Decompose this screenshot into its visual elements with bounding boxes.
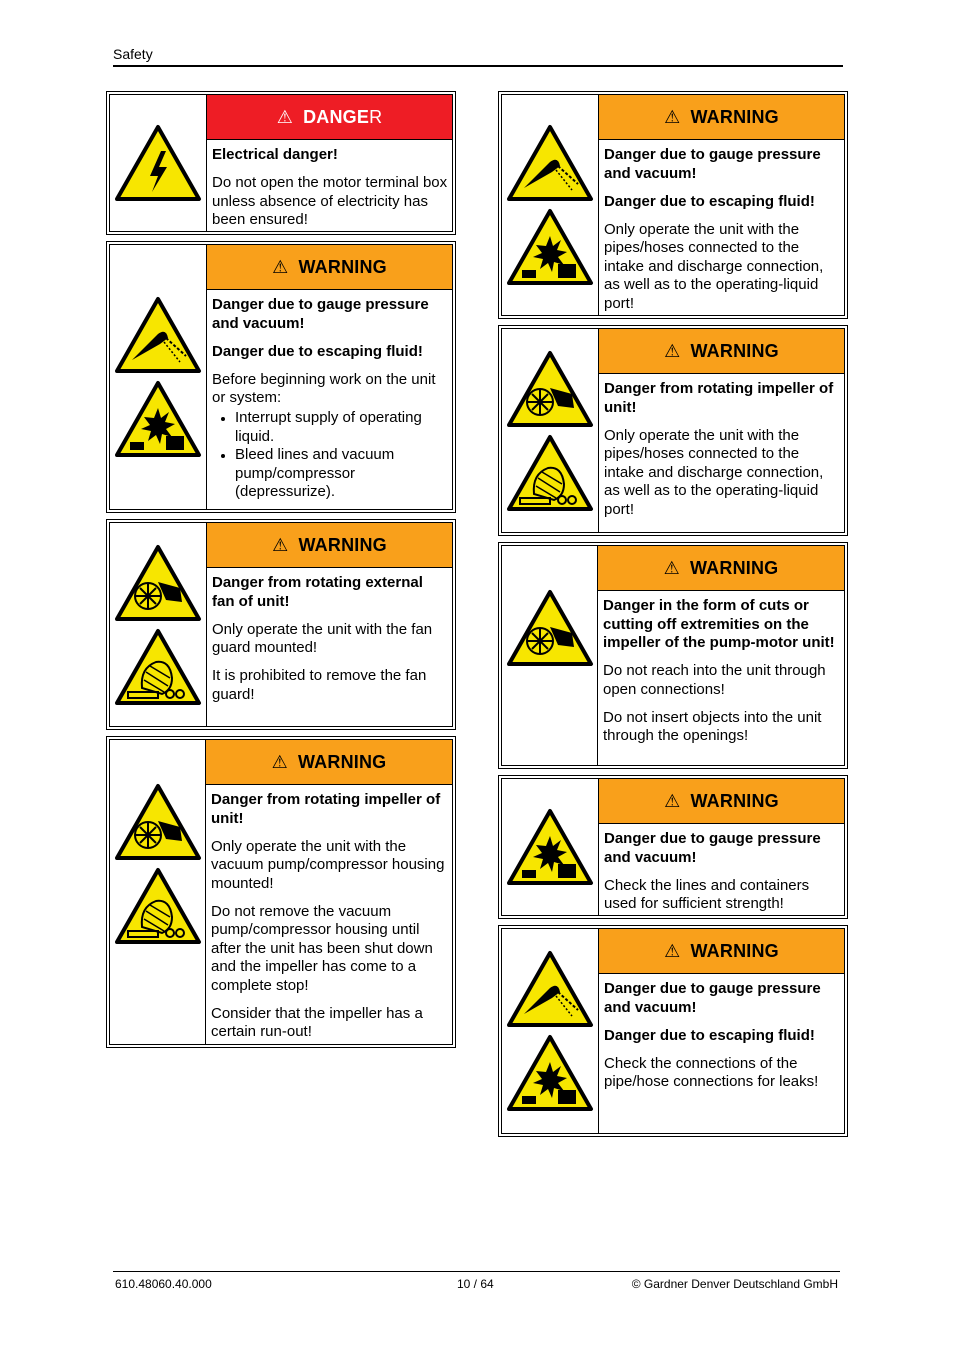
hazard-title: Danger due to gauge pressure and vacuum! — [604, 980, 821, 1016]
icon-column — [110, 245, 207, 509]
signal-word: WARNING — [690, 940, 779, 961]
footer-copyright: © Gardner Denver Deutschland GmbH — [631, 1277, 838, 1291]
danger-box-electrical — [106, 91, 456, 235]
hazard-title: Danger in the form of cuts or cutting off extremities on the impeller of the pump-motor unit! — [603, 597, 835, 651]
instruction-text: Before beginning work on the unit or system: — [212, 370, 436, 406]
signal-word: WARNING — [689, 557, 779, 578]
icon-column — [502, 779, 599, 915]
electrical-hazard-icon — [114, 124, 202, 202]
warning-box-external-fan — [106, 519, 456, 730]
hazard-title: Danger due to gauge pressure and vacuum! — [604, 146, 821, 182]
warning-header — [207, 523, 452, 568]
rotating-fan-icon — [114, 783, 202, 861]
instruction-text: Consider that the impeller has a certain run-out! — [211, 1004, 423, 1040]
signal-word: WARNING — [297, 751, 387, 772]
instruction-text: Do not open the motor terminal box unless absence of electricity has been ensured! — [212, 174, 448, 228]
footer-divider — [113, 1271, 840, 1272]
instruction-text: Do not reach into the unit through open connections! — [603, 662, 826, 698]
icon-column — [502, 95, 599, 315]
escaping-fluid-icon — [114, 380, 202, 458]
warning-triangle-icon: ⚠ — [664, 940, 681, 961]
icon-column — [110, 740, 206, 1044]
instruction-text: Only operate the unit with the pipes/hoses connected to the intake and discharge connection, as well as to the operating-liquid port! — [604, 426, 824, 518]
section-title: Safety — [113, 46, 153, 62]
icon-column — [502, 929, 599, 1133]
warning-triangle-icon: ⚠ — [664, 790, 681, 811]
warning-triangle-icon: ⚠ — [271, 751, 288, 772]
warning-box-strength — [498, 775, 848, 919]
warning-triangle-icon: ⚠ — [272, 256, 289, 277]
gauge-pressure-icon — [506, 950, 594, 1028]
instruction-text: Only operate the unit with the pipes/hoses connected to the intake and discharge connection, as well as to the operating-liquid port! — [604, 220, 824, 312]
hazard-title: Danger due to escaping fluid! — [604, 1026, 815, 1044]
signal-word: WARNING — [298, 534, 387, 555]
warning-header — [599, 329, 844, 374]
instruction-text: Check the lines and containers used for sufficient strength! — [604, 876, 810, 912]
instruction-text: Check the connections of the pipe/hose connections for leaks! — [604, 1054, 819, 1090]
warning-triangle-icon: ⚠ — [272, 534, 289, 555]
signal-word: WARNING — [298, 256, 387, 277]
footer-doc-number: 610.48060.40.000 — [115, 1277, 212, 1291]
warning-box-pressure-work — [106, 241, 456, 513]
warning-header — [598, 546, 844, 591]
warning-header — [207, 245, 452, 290]
rotating-fan-icon — [506, 589, 594, 667]
warning-box-leaks — [498, 925, 848, 1137]
warning-box-impeller-housing — [106, 736, 456, 1048]
crushing-hand-icon — [506, 434, 594, 512]
warning-triangle-icon: ⚠ — [664, 106, 681, 127]
instruction-text: Do not remove the vacuum pump/compressor housing until after the unit has been shut down and the impeller has come to a complete stop! — [211, 902, 433, 994]
escaping-fluid-icon — [506, 1034, 594, 1112]
hazard-title: Danger due to gauge pressure and vacuum! — [604, 830, 821, 866]
warning-triangle-icon: ⚠ — [663, 557, 680, 578]
danger-header — [207, 95, 452, 140]
warning-header — [599, 95, 844, 140]
icon-column — [502, 329, 599, 532]
escaping-fluid-icon — [506, 808, 594, 886]
signal-word: WARNING — [690, 106, 779, 127]
hazard-title: Danger due to gauge pressure and vacuum! — [212, 296, 429, 332]
footer-page-number: 10 / 64 — [457, 1277, 494, 1291]
signal-word: DANGE — [303, 106, 370, 127]
hazard-title: Electrical danger! — [212, 146, 338, 163]
warning-box-cuts — [498, 542, 848, 769]
hazard-title: Danger from rotating external fan of unit! — [212, 574, 423, 610]
icon-column — [110, 523, 207, 726]
warning-triangle-icon: ⚠ — [276, 106, 294, 127]
warning-header — [599, 779, 844, 824]
signal-word: WARNING — [690, 340, 779, 361]
warning-box-pressure-operate — [498, 91, 848, 319]
rotating-fan-icon — [506, 350, 594, 428]
instruction-list — [212, 409, 448, 502]
warning-box-impeller-pipes — [498, 325, 848, 536]
crushing-hand-icon — [114, 628, 202, 706]
rotating-fan-icon — [114, 544, 202, 622]
list-item: • Interrupt supply of operating liquid. — [235, 409, 448, 446]
instruction-text: Only operate the unit with the fan guard mounted! — [212, 620, 433, 656]
hazard-title: Danger due to escaping fluid! — [604, 192, 815, 210]
gauge-pressure-icon — [506, 124, 594, 202]
instruction-text: It is prohibited to remove the fan guard! — [212, 667, 427, 703]
warning-header — [599, 929, 844, 974]
signal-word-tail: R — [369, 106, 383, 127]
gauge-pressure-icon — [114, 296, 202, 374]
icon-column — [502, 546, 598, 765]
hazard-title: Danger due to escaping fluid! — [212, 342, 423, 360]
list-item: • Bleed lines and vacuum pump/compressor (depressurize). — [235, 446, 448, 502]
crushing-hand-icon — [114, 867, 202, 945]
page-header — [113, 45, 843, 67]
instruction-text: Only operate the unit with the vacuum pump/compressor housing mounted! — [211, 837, 445, 892]
signal-word: WARNING — [690, 790, 779, 811]
warning-triangle-icon: ⚠ — [664, 340, 681, 361]
escaping-fluid-icon — [506, 208, 594, 286]
warning-header — [206, 740, 452, 785]
hazard-title: Danger from rotating impeller of unit! — [604, 380, 834, 416]
instruction-text: Do not insert objects into the unit through the openings! — [603, 708, 822, 744]
hazard-title: Danger from rotating impeller of unit! — [211, 791, 441, 827]
icon-column — [110, 95, 207, 231]
